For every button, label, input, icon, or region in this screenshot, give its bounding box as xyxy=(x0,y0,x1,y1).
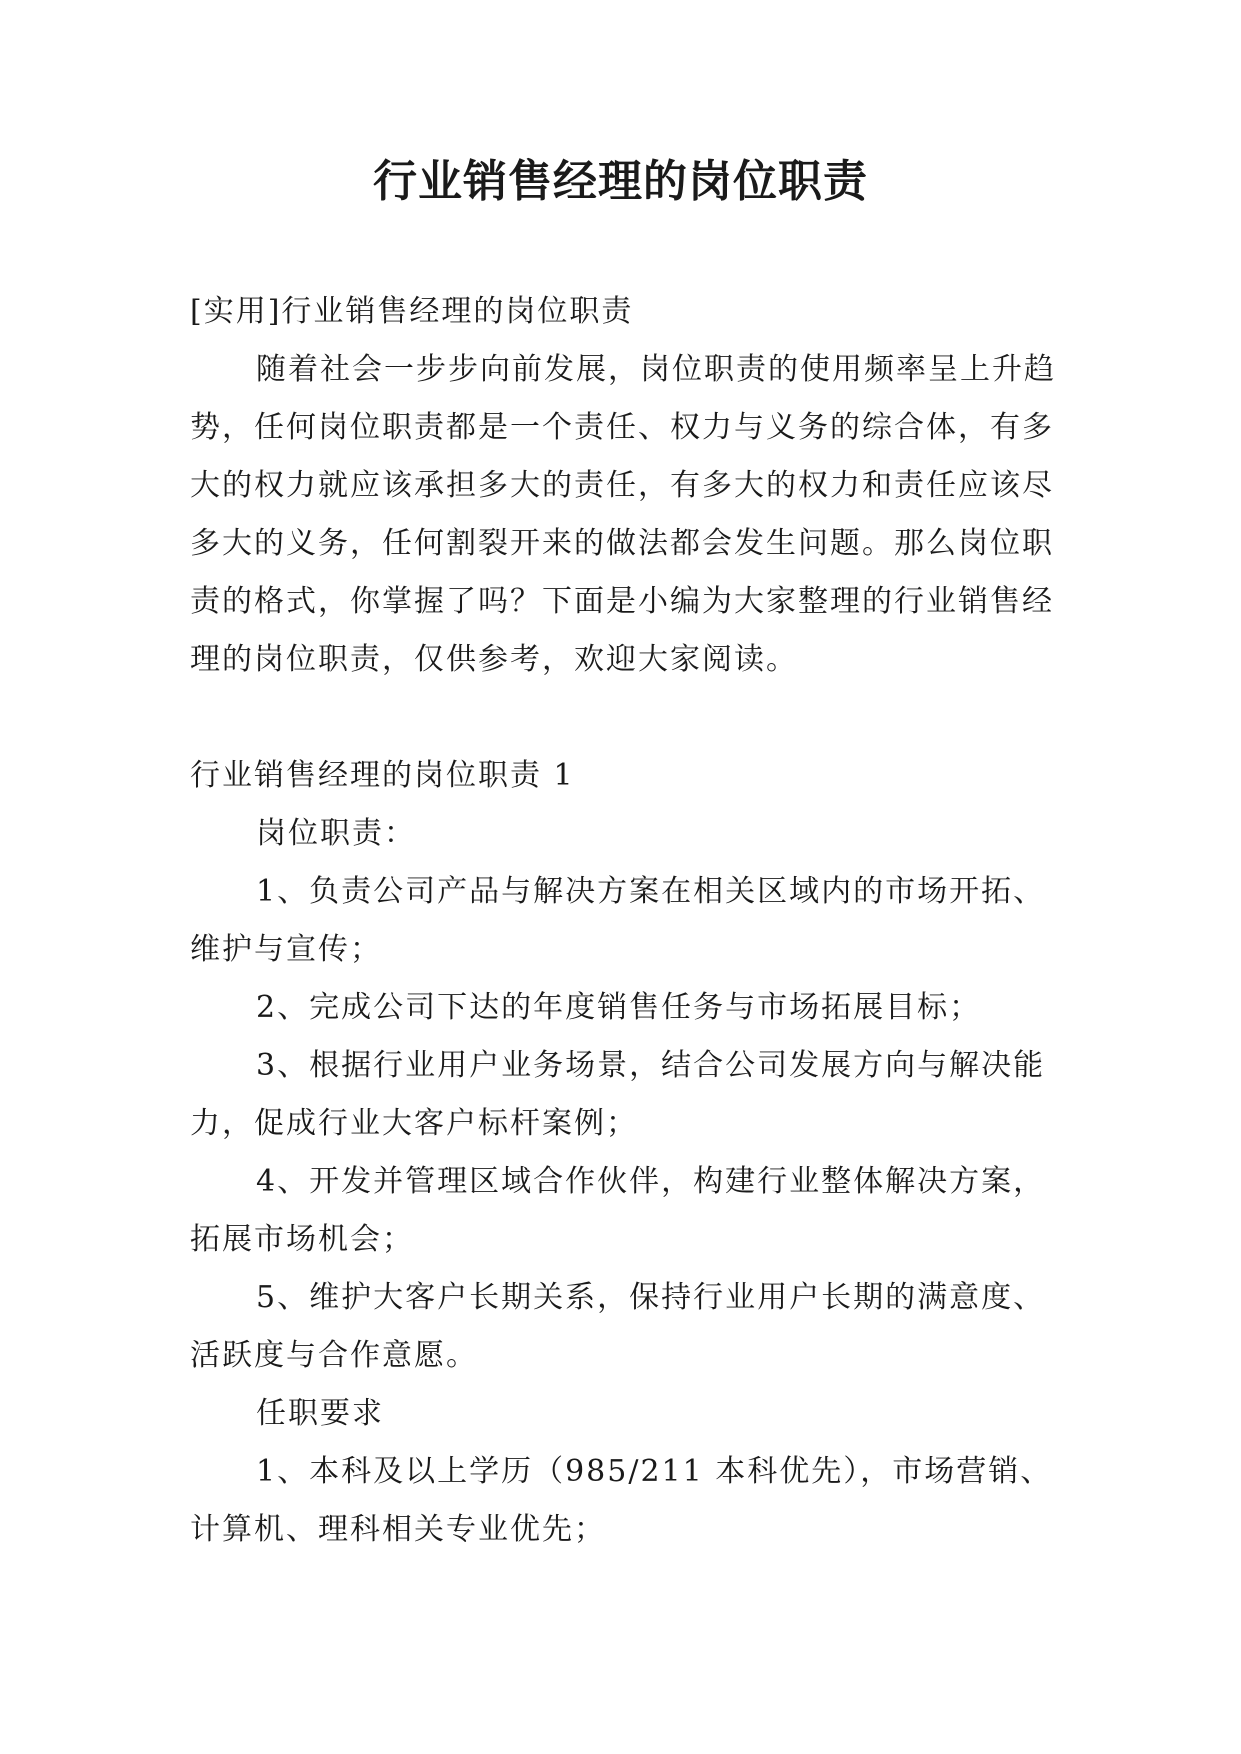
duties-heading: 岗位职责： xyxy=(256,816,416,851)
duty-item: 3、根据行业用户业务场景，结合公司发展方向与解决能力，促成行业大客户标杆案例； xyxy=(190,1048,1046,1141)
section-heading: 行业销售经理的岗位职责 1 xyxy=(190,758,575,793)
requirement-item: 1、本科及以上学历（985/211 本科优先），市场营销、计算机、理科相关专业优先； xyxy=(190,1454,1053,1547)
document-body xyxy=(190,283,1070,1559)
requirements-heading: 任职要求 xyxy=(256,1396,384,1431)
duty-item: 1、负责公司产品与解决方案在相关区域内的市场开拓、维护与宣传； xyxy=(190,874,1046,967)
document-subtitle: [实用]行业销售经理的岗位职责 xyxy=(190,294,634,329)
intro-paragraph: 随着社会一步步向前发展，岗位职责的使用频率呈上升趋势，任何岗位职责都是一个责任、权力与义务的综合体，有多大的权力就应该承担多大的责任，有多大的权力和责任应该尽多大的义务，任何割裂开来的做法都会发生问题。那么岗位职责的格式，你掌握了吗？下面是小编为大家整理的行业销售经理的岗位职责，仅供参考，欢迎大家阅读。 xyxy=(190,352,1056,677)
duty-item: 4、开发并管理区域合作伙伴，构建行业整体解决方案，拓展市场机会； xyxy=(190,1164,1046,1257)
duty-item: 2、完成公司下达的年度销售任务与市场拓展目标； xyxy=(256,990,982,1025)
duty-item: 5、维护大客户长期关系，保持行业用户长期的满意度、活跃度与合作意愿。 xyxy=(190,1280,1046,1373)
document-title: 行业销售经理的岗位职责 xyxy=(373,156,868,207)
